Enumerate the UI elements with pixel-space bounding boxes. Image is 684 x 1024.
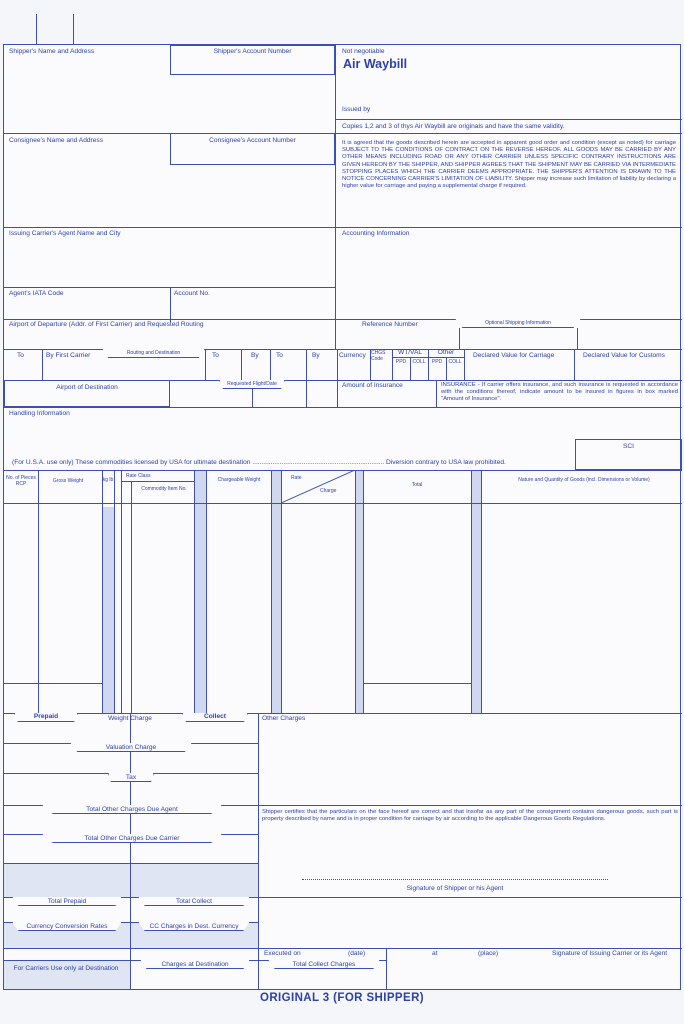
consignee-name-label: Consignee's Name and Address bbox=[9, 137, 103, 144]
total-prepaid-label: Total Prepaid bbox=[47, 898, 87, 905]
divider-horizontal bbox=[4, 948, 682, 949]
other-due-agent-label: Total Other Charges Due Agent bbox=[86, 806, 178, 813]
goods-divider bbox=[206, 470, 207, 713]
divider-vertical bbox=[252, 389, 253, 407]
optional-shipping-label: Optional Shipping Information bbox=[485, 320, 551, 326]
shaded-column bbox=[355, 470, 363, 713]
goods-divider bbox=[271, 470, 272, 713]
divider-horizontal bbox=[4, 863, 258, 864]
at-label: at bbox=[432, 950, 438, 957]
shaded-column bbox=[271, 470, 281, 713]
usa-note: (For U.S.A. use only) These commodities licensed by USA for ultimate destination ........................................................................ Diversion contrary to USA law prohibited. bbox=[12, 459, 506, 466]
currency-rates-label: Currency Conversion Rates bbox=[26, 923, 108, 930]
signature-carrier-label: Signature of Issuing Carrier or its Agent bbox=[552, 950, 668, 957]
other-due-carrier-label: Total Other Charges Due Carrier bbox=[84, 835, 180, 842]
pieces-header: No. of Pieces RCP bbox=[6, 475, 36, 487]
gross-weight-header: Gross Weight bbox=[52, 478, 84, 484]
kg-lb-header: kg lb bbox=[102, 477, 114, 483]
to-label: To bbox=[17, 352, 24, 359]
agent-iata-label: Agent's IATA Code bbox=[9, 290, 64, 297]
other-charges-label: Other Charges bbox=[262, 715, 306, 722]
currency-label: Currency bbox=[339, 352, 366, 359]
divider-vertical bbox=[386, 948, 387, 989]
reference-number-label: Reference Number bbox=[362, 321, 418, 328]
total-header: Total bbox=[411, 482, 423, 488]
accounting-info-label: Accounting Information bbox=[342, 230, 410, 237]
divider-horizontal bbox=[4, 407, 682, 408]
divider-vertical bbox=[337, 349, 338, 407]
divider-vertical bbox=[464, 349, 465, 380]
cc-charges-label: CC Charges in Dest. Currency bbox=[149, 923, 239, 930]
rate-class-header: Rate Class bbox=[126, 473, 151, 479]
not-negotiable-label: Not negotiable bbox=[342, 48, 385, 55]
divider-vertical bbox=[459, 328, 460, 349]
total-collect-label: Total Collect bbox=[176, 898, 212, 905]
agent-name-city-label: Issuing Carrier's Agent Name and City bbox=[9, 230, 121, 237]
to3-label: To bbox=[276, 352, 283, 359]
divider-horizontal bbox=[4, 989, 386, 990]
conditions-of-contract: It is agreed that the goods described herein are accepted in apparent good order and condition (except as noted) for carriage SUBJECT TO THE CONDITIONS OF CONTRACT ON THE REVERSE HEREOF. ALL GOODS MAY BE CARRIED BY ANY OTHER MEANS INCLUDING ROAD OR ANY OTHER CARRIER UNLESS SPECIFIC CONTRARY INSTRUCTIONS ARE GIVEN HEREON BY THE SHIPPER, AND SHIPPER AGREES THAT THE SHIPMENT MAY BE CARRIED VIA INTERMEDIATE STOPPING PLACES WHICH THE CARRIER DEEMS APPROPRIATE. THE SHIPPER'S ATTENTION IS DRAWN TO THE NOTICE CONCERNING CARRIER'S LIMITATION OF LIABILITY. Shipper may increase such limitation of liability by declaring a higher value for carriage and paying a supplemental charge if required. bbox=[342, 140, 676, 190]
divider-horizontal bbox=[335, 119, 682, 120]
airport-destination-label: Airport of Destination bbox=[56, 384, 118, 391]
shaded-column bbox=[471, 470, 481, 713]
goods-divider bbox=[121, 470, 122, 713]
divider-vertical bbox=[42, 349, 43, 380]
commodity-item-header: Commodity Item No. bbox=[141, 486, 187, 492]
coll-label: COLL bbox=[448, 359, 462, 365]
sci-label: SCI bbox=[623, 443, 634, 450]
wt-val-label: WT/VAL bbox=[397, 349, 423, 356]
amount-insurance-label: Amount of Insurance bbox=[342, 382, 403, 389]
divider-vertical bbox=[574, 349, 575, 380]
tax-label: Tax bbox=[125, 774, 137, 781]
goods-total-line bbox=[4, 683, 102, 684]
coll-label: COLL bbox=[412, 359, 426, 365]
goods-divider bbox=[114, 470, 115, 713]
other-label: Other bbox=[437, 349, 455, 356]
routing-destination-label: Routing and Destination bbox=[126, 350, 181, 356]
ppd-label: PPD bbox=[431, 359, 443, 365]
ppd-label: PPD bbox=[395, 359, 407, 365]
by2-label: By bbox=[251, 352, 259, 359]
goods-divider bbox=[471, 470, 472, 713]
goods-divider bbox=[194, 470, 195, 713]
by3-label: By bbox=[312, 352, 320, 359]
goods-divider bbox=[102, 470, 103, 713]
shipper-name-label: Shipper's Name and Address bbox=[9, 48, 95, 55]
divider-vertical bbox=[306, 380, 307, 407]
charge-header: Charge bbox=[320, 488, 337, 494]
agent-account-label: Account No. bbox=[174, 290, 210, 297]
divider-horizontal bbox=[4, 713, 682, 714]
shaded-row bbox=[4, 863, 258, 897]
executed-on-label: Executed on bbox=[264, 950, 301, 957]
top-tick-mark bbox=[73, 14, 74, 44]
goods-divider bbox=[281, 470, 282, 713]
valuation-charge-label: Valuation Charge bbox=[105, 744, 157, 751]
signature-shipper-label: Signature of Shipper or his Agent bbox=[406, 885, 504, 892]
top-tick-mark bbox=[36, 14, 37, 44]
chargeable-weight-header: Chargeable Weight bbox=[217, 477, 261, 483]
divider-vertical bbox=[335, 319, 336, 349]
goods-divider bbox=[131, 481, 132, 713]
weight-charge-label: Weight Charge bbox=[108, 715, 152, 722]
consignee-account-label: Consignee's Account Number bbox=[209, 137, 296, 144]
divider-vertical bbox=[577, 328, 578, 349]
shaded-column bbox=[194, 470, 206, 713]
to2-label: To bbox=[212, 352, 219, 359]
goods-total-line bbox=[363, 683, 471, 684]
declared-carriage-label: Declared Value for Carriage bbox=[473, 352, 555, 359]
date-label: (date) bbox=[348, 950, 366, 957]
goods-divider bbox=[363, 470, 364, 713]
rate-header: Rate bbox=[291, 475, 302, 481]
handling-info-label: Handling Information bbox=[9, 410, 70, 417]
divider-horizontal bbox=[4, 227, 682, 228]
charges-destination-label: Charges at Destination bbox=[161, 961, 229, 968]
divider-vertical bbox=[241, 349, 242, 380]
requested-flight-label: Requested Flight/Date bbox=[227, 381, 277, 387]
goods-divider bbox=[38, 470, 39, 713]
shaded-column bbox=[102, 507, 114, 713]
collect-label: Collect bbox=[204, 713, 226, 720]
prepaid-label: Prepaid bbox=[33, 713, 59, 720]
shipper-certification: Shipper certifies that the particulars on the face hereof are correct and that insofar as any part of the consignment contains dangerous goods, such part is property described by name and is in proper condition for carriage by air according to the applicable Dangerous Goods Regulations. bbox=[262, 809, 678, 823]
goods-divider bbox=[481, 470, 482, 713]
airport-departure-label: Airport of Departure (Addr. of First Carrier) and Requested Routing bbox=[9, 321, 204, 328]
copies-note: Copies 1,2 and 3 of thys Air Waybill are originals and have the same validity. bbox=[342, 123, 565, 130]
by-first-carrier-label: By First Carrier bbox=[46, 352, 91, 359]
air-waybill-title: Air Waybill bbox=[343, 57, 408, 71]
waybill-form bbox=[3, 44, 681, 990]
carriers-use-label: For Carriers Use only at Destination bbox=[13, 965, 119, 972]
divider-vertical bbox=[335, 45, 336, 322]
signature-shipper-line bbox=[302, 879, 608, 880]
original-copy-footer: ORIGINAL 3 (FOR SHIPPER) bbox=[259, 992, 424, 1004]
issued-by-label: Issued by bbox=[342, 106, 371, 113]
divider-horizontal bbox=[4, 133, 682, 134]
total-collect-charges-label: Total Collect Charges bbox=[292, 961, 356, 968]
place-label: (place) bbox=[478, 950, 499, 957]
goods-divider bbox=[4, 503, 682, 504]
divider-vertical bbox=[205, 349, 206, 380]
shipper-account-label: Shipper's Account Number bbox=[213, 48, 292, 55]
divider-vertical bbox=[436, 380, 437, 407]
chgs-code-label: CHGS Code bbox=[371, 350, 386, 362]
declared-customs-label: Declared Value for Customs bbox=[583, 352, 665, 359]
insurance-note: INSURANCE - If carrier offers insurance, and such insurance is requested in accordance with the conditions thereof, indicate amount to be insured in figures in box marked "Amount of Insurance". bbox=[441, 382, 678, 403]
divider-vertical bbox=[170, 287, 171, 322]
divider-vertical bbox=[306, 349, 307, 380]
nature-quantity-header: Nature and Quantity of Goods (incl. Dimensions or Volume) bbox=[518, 477, 650, 483]
goods-divider bbox=[355, 470, 356, 713]
divider-vertical bbox=[270, 349, 271, 380]
rate-charge-diagonal bbox=[281, 470, 355, 503]
